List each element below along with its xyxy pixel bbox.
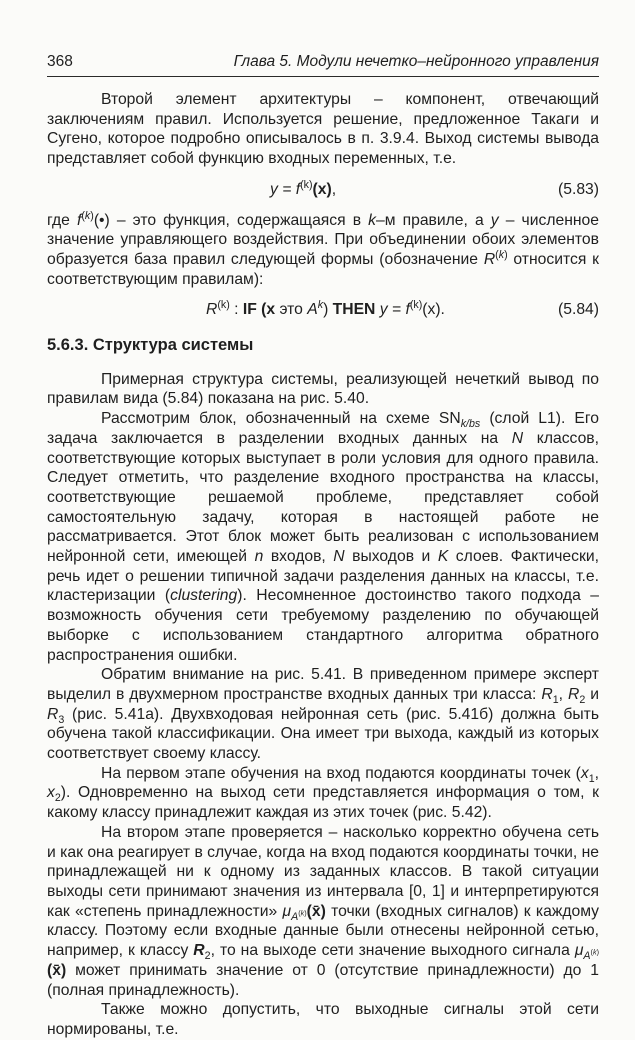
paragraph-4: Рассмотрим блок, обозначенный на схеме $SN_{k/bs}$ (слой L1). Его задача заключается в разделении входных данных на N классов, соответствующие которых выступает в роли условия для одного правила. Следует отметить, что разделение входного пространства на классы, соответствующие решаемой проблеме, представляет собой самостоятельную задачу, которая в настоящей работе не рассматривается. Этот блок может быть реализован с использованием нейронной сети, имеющей n входов, N выходов и K слоев. Фактически, речь идет о решении типичной задачи разделения данных на классы, т.е. кластеризации (clustering). Несомненное достоинство такого подхода – возможность обучения сети требуемому разделению по обучающей выборке с использованием стандартного алгоритма обратного распространения ошибки. xyxy=(47,410,599,664)
paragraph-6: На первом этапе обучения на вход подаются координаты точек ($x_1$, $x_2$). Одновременно на выход сети представляется информация о том, к какому классу принадлежит каждая из этих точек (рис. 5.42). xyxy=(47,764,599,822)
paragraph-5: Обратим внимание на рис. 5.41. В приведенном примере эксперт выделил в двухмерном пространстве входных данных три класса: $R_1$, $R_2$ и $R_3$ (рис. 5.41а). Двухвходовая нейронная сеть (рис. 5.41б) должна быть обучена такой классификации. Она имеет три выхода, каждый из которых соответствует своему классу. xyxy=(47,666,599,763)
section-heading: 5.6.3. Структура системы xyxy=(47,336,254,354)
paragraph-7: На втором этапе проверяется – насколько корректно обучена сеть и как она реагирует в случае, когда на вход подаются координаты точки, не принадлежащей ни к одному из заданных классов. В такой ситуации выходы сети принимают значения из интервала [0, 1] и интерпретируются как «степень принадлежности» $\mu_{A^{(k)}}(x̄)$ точки (входных сигналов) к каждому классу. Поэтому если входные данные были отнесены нейронной сетью, например, к классу $R_2$, то на выходе сети значение выходного сигнала $\mu_{A^{(k)}}(x̄)$ может принимать значение от 0 (отсутствие принадлежности) до 1 (полная принадлежность). xyxy=(47,823,600,999)
equation-5-83-expression: $y = f^{(k)}(x)$, xyxy=(270,178,337,198)
equation-5-83-number: (5.83) xyxy=(558,180,599,198)
page-header xyxy=(47,53,599,71)
paragraph-8: Также можно допустить, что выходные сигналы этой сети нормированы, т.е. xyxy=(47,1001,599,1038)
header-rule xyxy=(47,76,599,77)
equation-5-84-expression: $R^{(k)}$ : IF (x это $A^k$) THEN $y = f^{(k)}(x)$. xyxy=(206,299,445,319)
running-title: Глава 5. Модули нечетко–нейронного управления xyxy=(233,53,599,70)
equation-5-83 xyxy=(47,180,599,200)
equation-5-84-number: (5.84) xyxy=(558,301,599,319)
equation-5-84 xyxy=(47,300,599,320)
page-body xyxy=(47,90,599,1040)
paragraph-3: Примерная структура системы, реализующей нечеткий вывод по правилам вида (5.84) показана на рис. 5.40. xyxy=(47,370,599,408)
page-number: 368 xyxy=(47,53,73,70)
paragraph-2: где $f^{(k)}(•)$ – это функция, содержащаяся в k–м правиле, а y – численное значение управляющего воздействия. При объединении обоих элементов образуется база правил следующей формы (обозначение $R^{(k)}$ относится к соответствующим правилам): xyxy=(47,209,599,288)
paragraph-1: Второй элемент архитектуры – компонент, отвечающий заключениям правил. Используется решение, предложенное Такаги и Сугено, которое подробно описывалось в п. 3.9.4. Выход системы вывода представляет собой функцию входных переменных, т.е. xyxy=(47,91,599,168)
